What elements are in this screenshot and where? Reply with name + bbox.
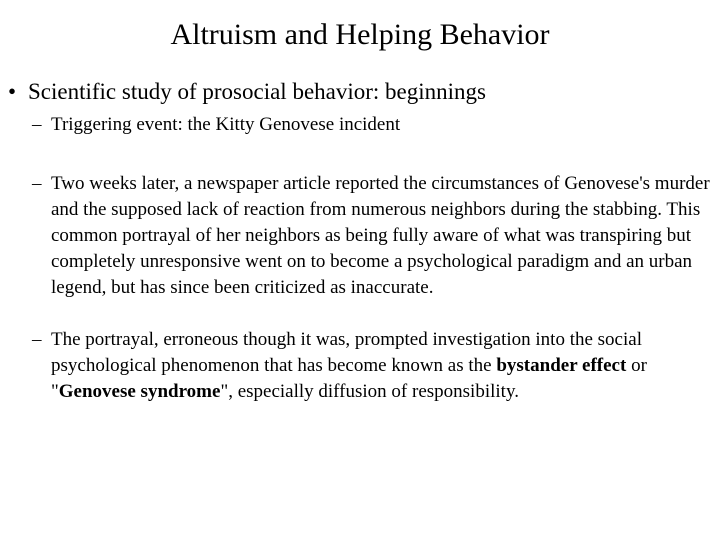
term-genovese-syndrome: Genovese syndrome [58,381,221,402]
sub-bullet-newspaper-article [32,171,711,301]
main-bullet [8,78,486,106]
sub-bullet-triggering-event [32,112,711,138]
dash-marker: – [32,329,42,350]
sub-bullet-text: Triggering event: the Kitty Genovese incident [51,114,401,135]
sub-bullet-bystander-effect [32,327,711,405]
sub-bullet-text: Two weeks later, a newspaper article reported the circumstances of Genovese's murder and the supposed lack of reaction from numerous neighbors during the stabbing. This common portrayal of her neighbors as being fully aware of what was transpiring but completely unresponsive went on to become a psychological paradigm and an urban legend, but has since been criticized as inaccurate. [51,173,710,298]
sub-bullet-text-after: ", especially diffusion of responsibility. [220,381,519,402]
sub-bullet-text-middle: or " [51,355,647,402]
dash-marker: – [32,173,42,194]
sub-bullet-text-before: The portrayal, erroneous though it was, prompted investigation into the social psychological phenomenon that has become known as the [51,329,642,376]
term-bystander-effect: bystander effect [496,355,627,376]
dash-marker: – [32,114,42,135]
main-bullet-text: Scientific study of prosocial behavior: beginnings [28,79,486,104]
slide-title: Altruism and Helping Behavior [170,18,550,51]
bullet-marker: • [8,79,17,104]
